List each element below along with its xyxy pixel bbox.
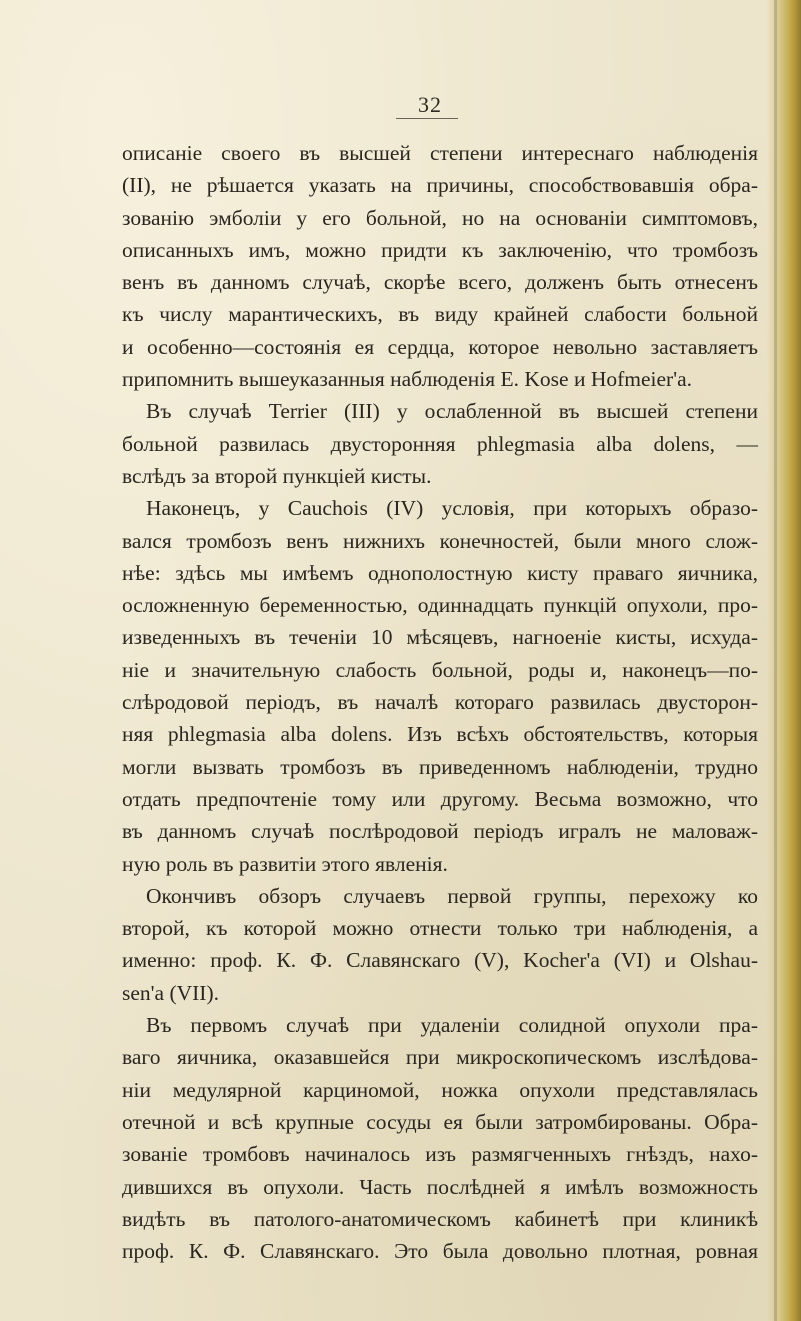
text-line: няя phlegmasia alba dolens. Изъ всѣхъ обстоятельствъ, которыя: [122, 722, 758, 747]
paragraph: [122, 395, 758, 492]
text-line: отдать предпочтеніе тому или другому. Весьма возможно, что: [122, 786, 758, 811]
body-text: [122, 137, 758, 1267]
paragraph: [122, 880, 758, 1009]
text-line: вслѣдъ за второй пункціей кисты.: [122, 463, 432, 488]
text-line: и особенно—состоянія ея сердца, которое невольно заставляетъ: [122, 334, 758, 359]
text-line: осложненную беременностью, одиннадцать пункцій опухоли, про-: [122, 593, 758, 618]
text-line: больной развилась двусторонняя phlegmasia alba dolens, —: [122, 431, 758, 456]
page-edge-shadow: [774, 0, 777, 1321]
paragraph: [122, 1009, 758, 1267]
text-line: слѣродовой періодъ, въ началѣ котораго развилась двусторон-: [122, 690, 758, 715]
text-line: дившихся въ опухоли. Часть послѣдней я имѣлъ возможность: [122, 1174, 758, 1199]
page-number-rule: [396, 118, 458, 119]
text-line: ніе и значительную слабость больной, роды и, наконецъ—по-: [122, 657, 758, 682]
text-line: Въ случаѣ Terrier (III) у ослабленной въ высшей степени: [146, 399, 758, 424]
text-line: въ данномъ случаѣ послѣродовой періодъ игралъ не маловаж-: [122, 819, 758, 844]
text-line: описанныхъ имъ, можно придти къ заключенію, что тромбозъ: [122, 237, 758, 262]
text-line: припомнить вышеуказанныя наблюденія E. Kose и Hofmeier'a.: [122, 367, 693, 392]
text-line: sen'a (VII).: [122, 980, 219, 1005]
text-line: второй, къ которой можно отнести только три наблюденія, а: [122, 916, 758, 941]
text-line: отечной и всѣ крупные сосуды ея были затромбированы. Обра-: [122, 1109, 758, 1134]
text-line: ваго яичника, оказавшейся при микроскопическомъ изслѣдова-: [122, 1045, 758, 1070]
text-line: могли вызвать тромбозъ въ приведенномъ наблюденіи, трудно: [122, 754, 758, 779]
text-line: нѣе: здѣсь мы имѣемъ однополостную кисту праваго яичника,: [122, 560, 758, 585]
text-line: проф. К. Ф. Славянскаго. Это была довольно плотная, ровная: [122, 1239, 758, 1264]
text-line: къ числу марантическихъ, въ виду крайней слабости больной: [122, 302, 758, 327]
text-line: венъ въ данномъ случаѣ, скорѣе всего, долженъ быть отнесенъ: [122, 270, 758, 295]
text-line: именно: проф. К. Ф. Славянскаго (V), Kocher'a (VI) и Olshau-: [122, 948, 758, 973]
page-edge-shading: [767, 0, 801, 1321]
text-line: (II), не рѣшается указать на причины, способствовавшія обра-: [122, 173, 758, 198]
text-line: зованіе тромбовъ начиналось изъ размягченныхъ гнѣздъ, нахо-: [122, 1142, 758, 1167]
text-line: Наконецъ, у Cauchois (IV) условія, при которыхъ образо-: [146, 496, 758, 521]
text-line: Окончивъ обзоръ случаевъ первой группы, перехожу ко: [146, 883, 758, 908]
text-line: вался тромбозъ венъ нижнихъ конечностей, были много слож-: [122, 528, 758, 553]
text-line: видѣть въ патолого-анатомическомъ кабинетѣ при клиникѣ: [122, 1206, 758, 1231]
text-line: ніи медулярной карциномой, ножка опухоли представлялась: [122, 1077, 758, 1102]
page-number: 32: [418, 92, 442, 117]
paragraph: [122, 137, 758, 395]
text-line: Въ первомъ случаѣ при удаленіи солидной опухоли пра-: [146, 1013, 758, 1038]
text-line: описаніе своего въ высшей степени интереснаго наблюденія: [122, 141, 758, 165]
text-line: зованію эмболіи у его больной, но на основаніи симптомовъ,: [122, 205, 758, 230]
text-line: изведенныхъ въ теченіи 10 мѣсяцевъ, нагноеніе кисты, исхуда-: [122, 625, 758, 650]
paragraph: [122, 492, 758, 880]
text-line: ную роль въ развитіи этого явленія.: [122, 851, 448, 876]
